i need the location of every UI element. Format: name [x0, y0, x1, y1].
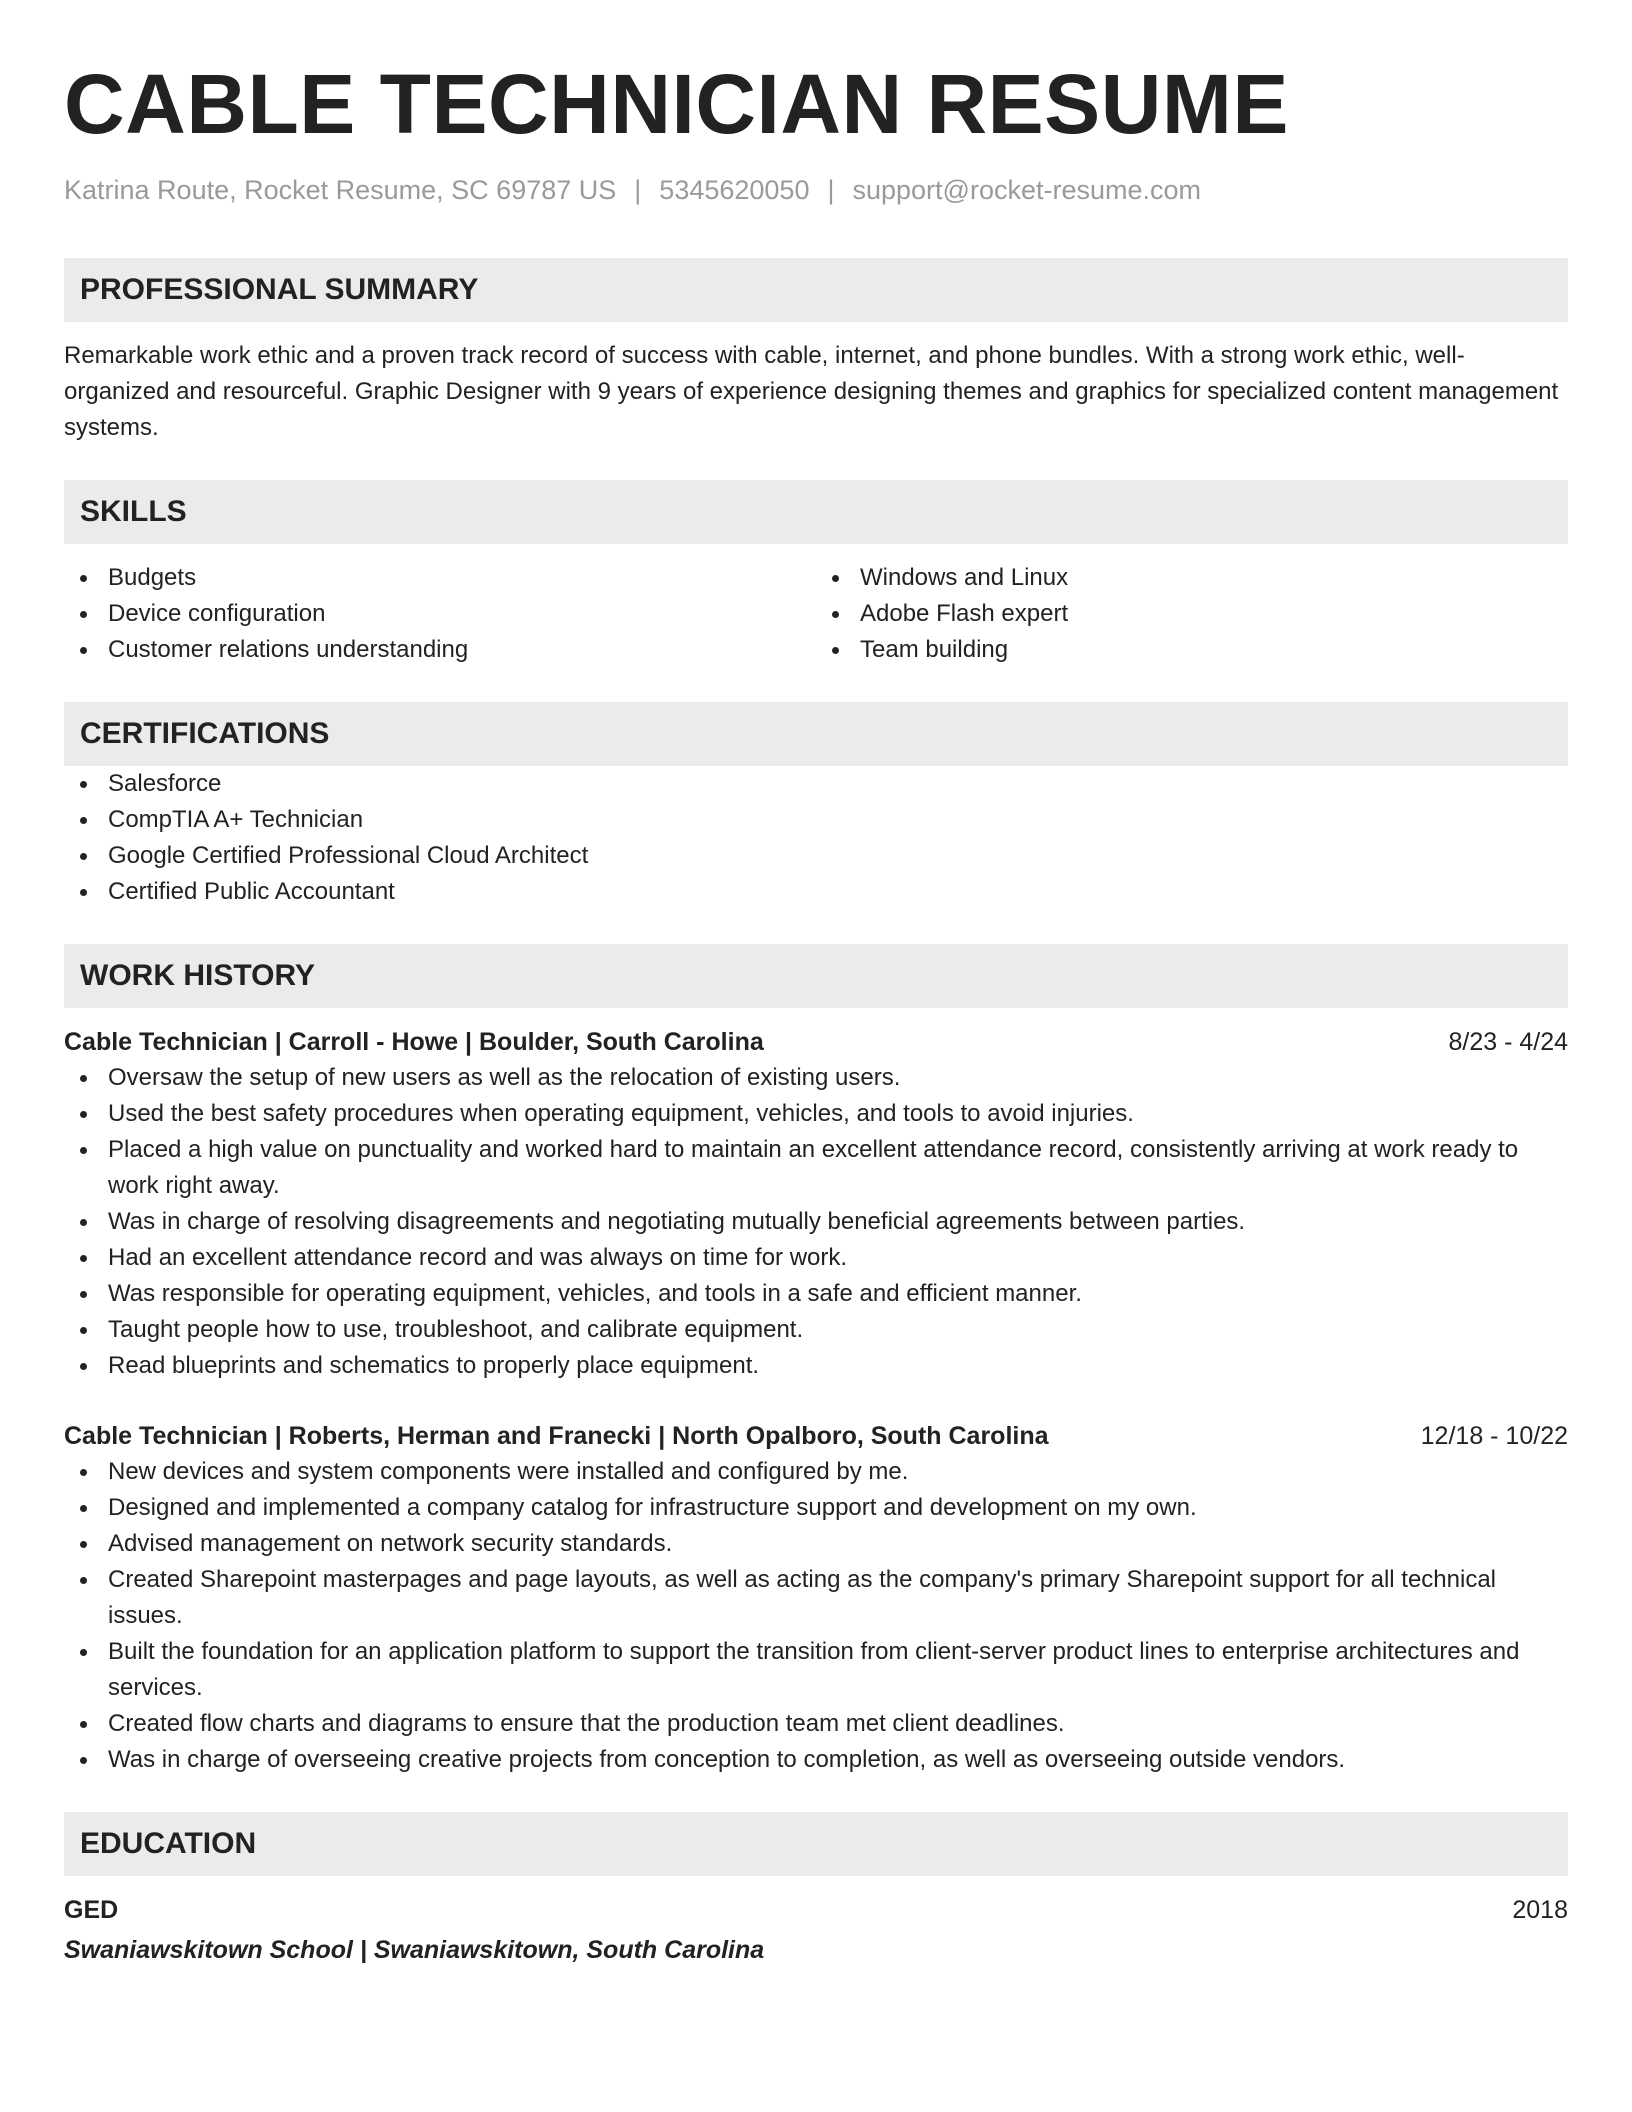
- education-year: 2018: [1512, 1896, 1568, 1924]
- job-bullet: Created flow charts and diagrams to ensure that the production team met client deadlines.: [64, 1706, 1568, 1742]
- section-header-work-history: WORK HISTORY: [64, 944, 1568, 1008]
- job-entry: [64, 1418, 1568, 1778]
- contact-address: Katrina Route, Rocket Resume, SC 69787 US: [64, 175, 617, 205]
- certification-item: Certified Public Accountant: [64, 874, 1568, 910]
- education-header: [64, 1892, 1568, 1928]
- skill-item: Budgets: [64, 560, 816, 596]
- skill-item: Customer relations understanding: [64, 632, 816, 668]
- job-dates: 12/18 - 10/22: [1420, 1422, 1568, 1450]
- summary-text: Remarkable work ethic and a proven track record of success with cable, internet, and phone bundles. With a strong work ethic, well-organized and resourceful. Graphic Designer with 9 years of experience designing themes and graphics for specialized content management systems.: [64, 342, 1559, 441]
- section-header-summary: PROFESSIONAL SUMMARY: [64, 258, 1568, 322]
- skills-column-left: [64, 560, 816, 668]
- contact-line: [64, 172, 1568, 208]
- skills-list-right: [816, 560, 1568, 668]
- job-bullet: Oversaw the setup of new users as well as the relocation of existing users.: [64, 1060, 1568, 1096]
- job-bullet: Placed a high value on punctuality and worked hard to maintain an excellent attendance record, consistently arriving at work ready to work right away.: [64, 1132, 1568, 1204]
- certification-item: Salesforce: [64, 766, 1568, 802]
- section-header-skills: SKILLS: [64, 480, 1568, 544]
- skill-item: Device configuration: [64, 596, 816, 632]
- contact-phone: 5345620050: [659, 175, 810, 205]
- contact-email: support@rocket-resume.com: [852, 175, 1202, 205]
- job-bullet: Was in charge of resolving disagreements and negotiating mutually beneficial agreements between parties.: [64, 1204, 1568, 1240]
- job-title: Cable Technician | Carroll - Howe | Boulder, South Carolina: [64, 1028, 764, 1056]
- job-dates: 8/23 - 4/24: [1448, 1028, 1568, 1056]
- skill-item: Team building: [816, 632, 1568, 668]
- job-bullet: Built the foundation for an application platform to support the transition from client-server product lines to enterprise architectures and services.: [64, 1634, 1568, 1706]
- job-bullet: Had an excellent attendance record and was always on time for work.: [64, 1240, 1568, 1276]
- job-bullet: Was in charge of overseeing creative projects from conception to completion, as well as overseeing outside vendors.: [64, 1742, 1568, 1778]
- skills-list-left: [64, 560, 816, 668]
- job-bullet: Advised management on network security standards.: [64, 1526, 1568, 1562]
- job-bullet-list: [64, 1060, 1568, 1384]
- job-bullet: Was responsible for operating equipment, vehicles, and tools in a safe and efficient manner.: [64, 1276, 1568, 1312]
- education-entry: [64, 1892, 1568, 1968]
- contact-separator: |: [827, 175, 835, 205]
- skill-item: Adobe Flash expert: [816, 596, 1568, 632]
- education-school: Swaniawskitown School | Swaniawskitown, South Carolina: [64, 1936, 765, 1964]
- contact-separator: |: [634, 175, 642, 205]
- resume-title: CABLE TECHNICIAN RESUME: [64, 57, 1289, 151]
- certification-item: Google Certified Professional Cloud Architect: [64, 838, 1568, 874]
- skill-item: Windows and Linux: [816, 560, 1568, 596]
- job-header: [64, 1418, 1568, 1454]
- job-bullet: New devices and system components were installed and configured by me.: [64, 1454, 1568, 1490]
- job-title: Cable Technician | Roberts, Herman and Franecki | North Opalboro, South Carolina: [64, 1422, 1049, 1450]
- job-entry: [64, 1024, 1568, 1384]
- job-bullet: Designed and implemented a company catalog for infrastructure support and development on my own.: [64, 1490, 1568, 1526]
- job-bullet: Taught people how to use, troubleshoot, and calibrate equipment.: [64, 1312, 1568, 1348]
- job-bullet-list: [64, 1454, 1568, 1778]
- certification-item: CompTIA A+ Technician: [64, 802, 1568, 838]
- section-header-education: EDUCATION: [64, 1812, 1568, 1876]
- education-degree: GED: [64, 1896, 119, 1924]
- skills-column-right: [816, 560, 1568, 668]
- job-bullet: Read blueprints and schematics to properly place equipment.: [64, 1348, 1568, 1384]
- certifications-list: [64, 766, 1568, 910]
- section-header-certifications: CERTIFICATIONS: [64, 702, 1568, 766]
- skills-grid: [64, 560, 1568, 668]
- job-bullet: Created Sharepoint masterpages and page layouts, as well as acting as the company's primary Sharepoint support for all technical issues.: [64, 1562, 1568, 1634]
- job-header: [64, 1024, 1568, 1060]
- job-bullet: Used the best safety procedures when operating equipment, vehicles, and tools to avoid injuries.: [64, 1096, 1568, 1132]
